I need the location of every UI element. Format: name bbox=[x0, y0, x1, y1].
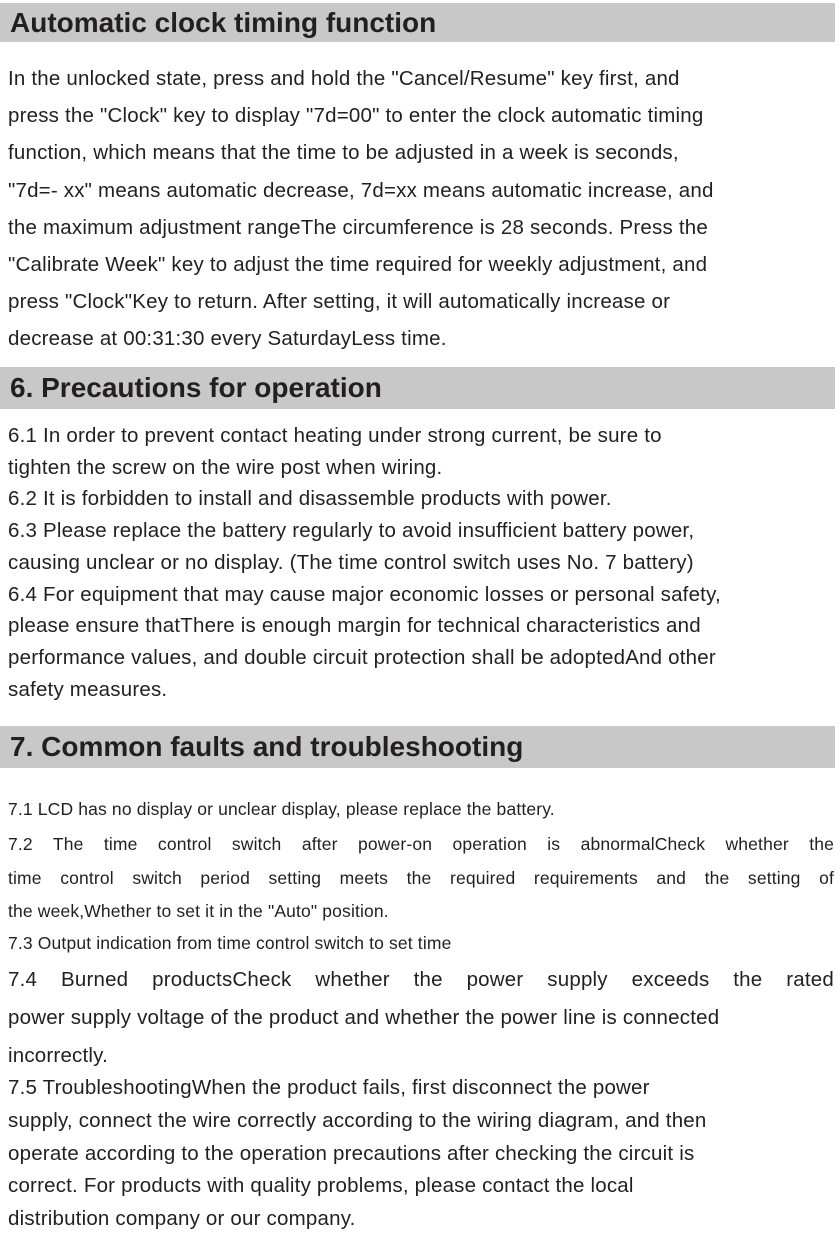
precaution-line: 6.4 For equipment that may cause major economic losses or personal safety, bbox=[8, 582, 721, 606]
precautions-list bbox=[8, 420, 834, 705]
clock-timing-paragraph bbox=[8, 60, 834, 358]
fault-line: 7.3 Output indication from time control switch to set time bbox=[8, 933, 452, 953]
paragraph-line: decrease at 00:31:30 every SaturdayLess time. bbox=[8, 327, 447, 351]
precaution-line: 6.2 It is forbidden to install and disassemble products with power. bbox=[8, 487, 612, 511]
precaution-line: causing unclear or no display. (The time control switch uses No. 7 battery) bbox=[8, 550, 694, 574]
fault-line: operate according to the operation precautions after checking the circuit is bbox=[8, 1141, 695, 1165]
precaution-line: tighten the screw on the wire post when wiring. bbox=[8, 455, 443, 479]
precaution-line: 6.3 Please replace the battery regularly to avoid insufficient battery power, bbox=[8, 519, 695, 543]
section-title: 6. Precautions for operation bbox=[10, 372, 382, 403]
fault-line: distribution company or our company. bbox=[8, 1207, 356, 1231]
section-title: Automatic clock timing function bbox=[10, 6, 437, 38]
precaution-line: 6.1 In order to prevent contact heating under strong current, be sure to bbox=[8, 424, 662, 447]
fault-line: time control switch period setting meets the required requirements and the setting of bbox=[8, 867, 834, 888]
paragraph-line: press "Clock"Key to return. After setting, it will automatically increase or bbox=[8, 290, 671, 314]
fault-item-7-5 bbox=[8, 1072, 834, 1236]
fault-item-7-1 bbox=[8, 797, 834, 821]
fault-line: incorrectly. bbox=[8, 1044, 108, 1067]
section-header-clock-timing bbox=[0, 3, 835, 42]
fault-line: 7.4 Burned productsCheck whether the power supply exceeds the rated bbox=[8, 968, 834, 991]
paragraph-line: "7d=- xx" means automatic decrease, 7d=xx means automatic increase, and bbox=[8, 178, 714, 202]
precaution-line: performance values, and double circuit protection shall be adoptedAnd other bbox=[8, 645, 716, 669]
fault-line: the week,Whether to set it in the "Auto" position. bbox=[8, 901, 389, 921]
paragraph-line: function, which means that the time to be adjusted in a week is seconds, bbox=[8, 141, 679, 165]
fault-line: 7.5 TroubleshootingWhen the product fails, first disconnect the power bbox=[8, 1076, 650, 1099]
fault-line: 7.2 The time control switch after power-on operation is abnormalCheck whether the bbox=[8, 834, 834, 854]
section-title: 7. Common faults and troubleshooting bbox=[10, 731, 524, 762]
paragraph-line: press the "Clock" key to display "7d=00" to enter the clock automatic timing bbox=[8, 104, 704, 128]
fault-line: correct. For products with quality problems, please contact the local bbox=[8, 1174, 634, 1198]
paragraph-line: In the unlocked state, press and hold the "Cancel/Resume" key first, and bbox=[8, 67, 680, 90]
paragraph-line: the maximum adjustment rangeThe circumference is 28 seconds. Press the bbox=[8, 215, 708, 239]
paragraph-line: "Calibrate Week" key to adjust the time required for weekly adjustment, and bbox=[8, 253, 708, 277]
fault-item-7-3 bbox=[8, 931, 834, 955]
fault-line: supply, connect the wire correctly according to the wiring diagram, and then bbox=[8, 1108, 707, 1132]
section-header-precautions bbox=[0, 367, 835, 409]
fault-line: 7.1 LCD has no display or unclear display, please replace the battery. bbox=[8, 799, 555, 819]
fault-item-7-2 bbox=[8, 828, 834, 929]
fault-item-7-4 bbox=[8, 961, 834, 1075]
section-header-troubleshooting bbox=[0, 726, 835, 768]
precaution-line: please ensure thatThere is enough margin for technical characteristics and bbox=[8, 614, 701, 638]
fault-line: power supply voltage of the product and whether the power line is connected bbox=[8, 1006, 720, 1029]
precaution-line: safety measures. bbox=[8, 677, 168, 701]
